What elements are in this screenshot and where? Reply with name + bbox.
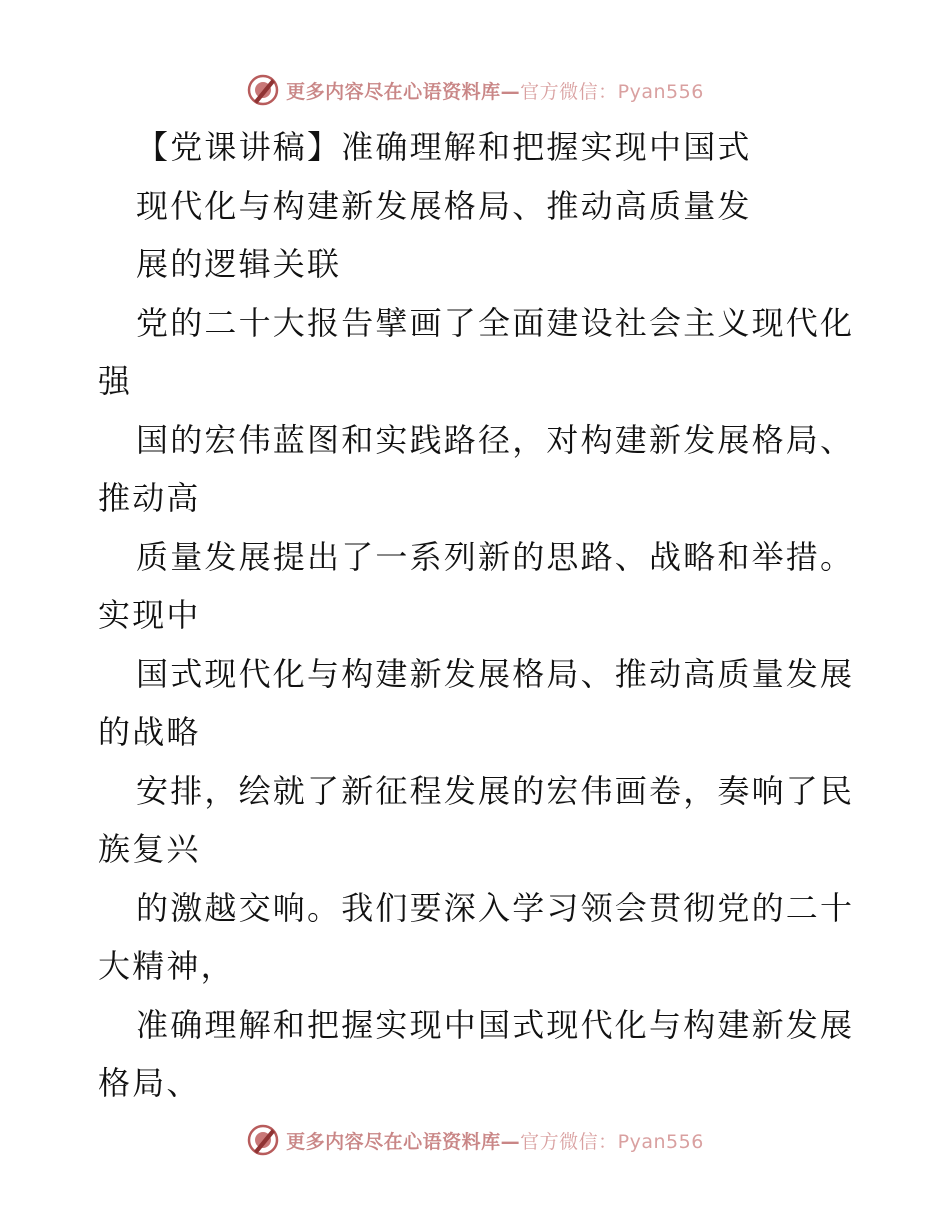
watermark-dash: — [500,80,521,103]
watermark-wechat: 官方微信：Pyan556 [520,1130,704,1153]
paragraph-line: 国的宏伟蓝图和实践路径，对构建新发展格局、 [136,420,855,459]
paragraph-line: 大精神， [98,947,235,985]
watermark-text [286,77,704,104]
pen-logo-icon [246,1123,280,1157]
paragraph-line: 推动高 [98,479,201,517]
document-body [98,118,858,1113]
title-line: 【党课讲稿】准确理解和把握实现中国式 [136,128,752,166]
watermark-text [286,1127,704,1154]
paragraph-line: 强 [98,362,133,400]
paragraph-line: 的战略 [98,713,201,751]
paragraph-line: 的激越交响。我们要深入学习领会贯彻党的二十 [136,888,855,927]
title-line: 展的逻辑关联 [136,245,342,283]
paragraph-line: 质量发展提出了一系列新的思路、战略和举措。 [136,537,855,576]
title-line: 现代化与构建新发展格局、推动高质量发 [136,186,752,225]
paragraph-line: 族复兴 [98,830,201,868]
paragraph-line: 国式现代化与构建新发展格局、推动高质量发展 [136,654,855,693]
watermark-dash: — [500,1130,521,1153]
watermark-site: 更多内容尽在心语资料库 [286,1130,501,1153]
paragraph-line: 实现中 [98,596,201,634]
bottom-watermark-banner [0,1120,950,1160]
paragraph-line: 安排，绘就了新征程发展的宏伟画卷，奏响了民 [136,771,855,810]
paragraph-line: 准确理解和把握实现中国式现代化与构建新发展 [136,1005,855,1044]
paragraph-line: 格局、 [98,1064,201,1102]
watermark-wechat: 官方微信：Pyan556 [520,80,704,103]
pen-logo-icon [246,73,280,107]
top-watermark-banner [0,70,950,110]
paragraph-line: 党的二十大报告擘画了全面建设社会主义现代化 [136,303,855,342]
watermark-site: 更多内容尽在心语资料库 [286,80,501,103]
